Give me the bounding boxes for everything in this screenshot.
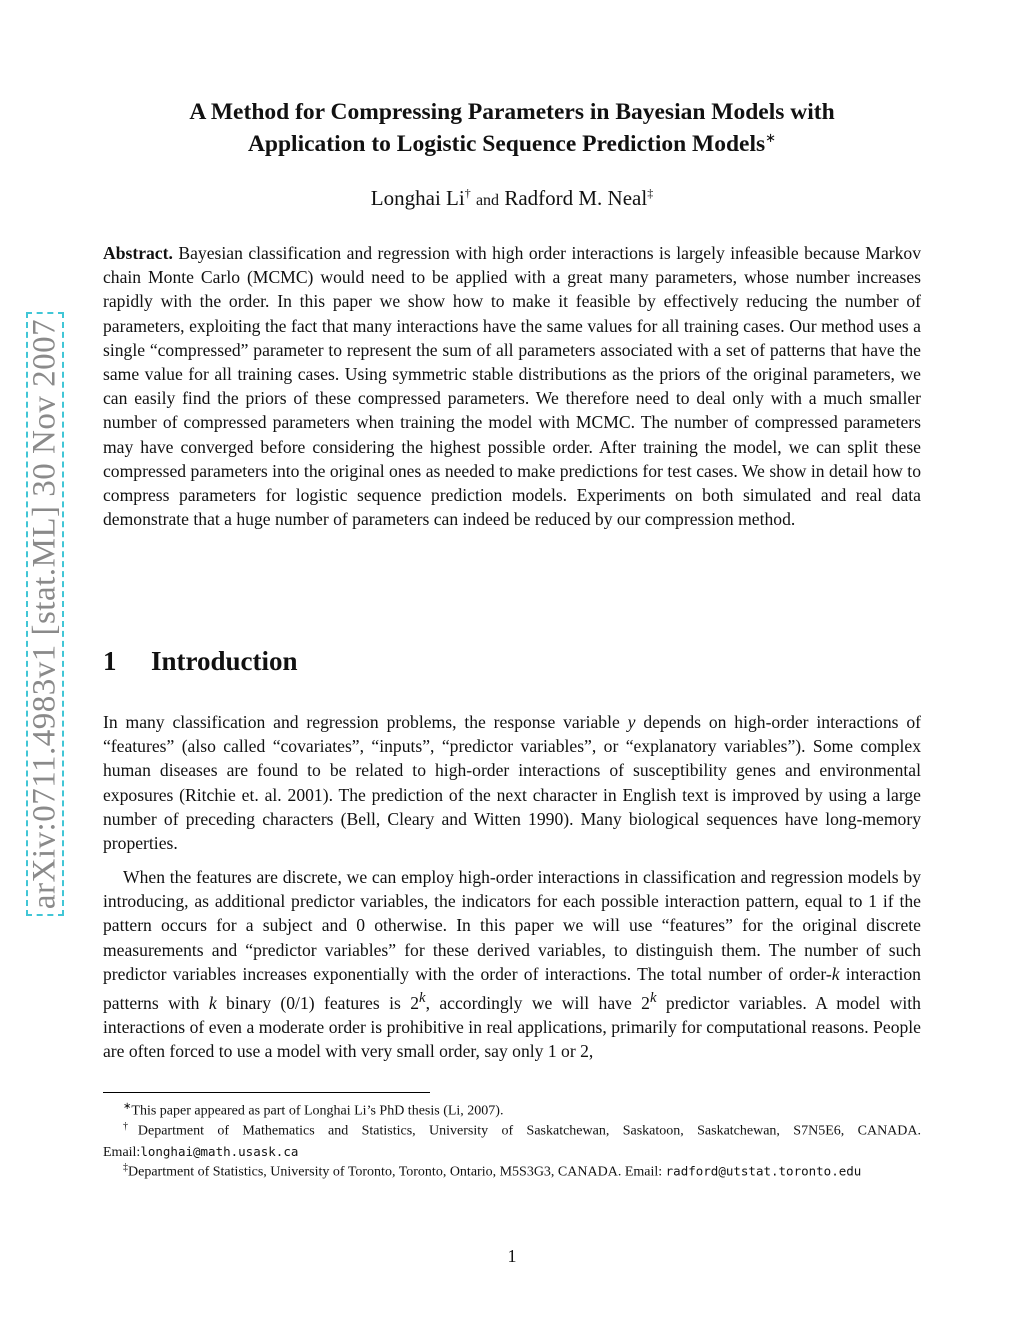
author-1: Longhai Li <box>370 186 465 210</box>
title-line-1: A Method for Compressing Parameters in Bayesian Models with <box>189 99 835 125</box>
page-number: 1 <box>507 1246 517 1266</box>
footnote-1: ∗This paper appeared as part of Longhai Li’s PhD thesis (Li, 2007). <box>123 1101 504 1119</box>
intro-paragraph-2: When the features are discrete, we can employ high-order interactions in classification and regression models by introducing, as additional predictor variables, the indicators for each possible interaction pattern, equal to 1 if the pattern occurs for a subject and 0 otherwise. In this paper we will use “features” for the original discrete measurements and “predictor variables” for these derived variables, to distinguish them. The number of such predictor variables increases exponentially with the order of interactions. The total number of order-k interaction patterns with k binary (0/1) features is 2$^k$, accordingly we will have 2$^k$ predictor variables. A model with interactions of even a moderate order is prohibitive in real applications, primarily for computational reasons. People are often forced to use a model with very small order, say only 1 or 2, <box>103 867 921 1062</box>
email-neal: radford@utstat.toronto.edu <box>665 1163 862 1179</box>
paper-title <box>100 100 924 157</box>
author-line <box>100 186 924 211</box>
author-conjunction: and <box>475 192 500 209</box>
title-line-2: Application to Logistic Sequence Prediction Models∗ <box>247 130 777 157</box>
arxiv-identifier: arXiv:0711.4983v1 [stat.ML] 30 Nov 2007 <box>26 318 63 910</box>
intro-paragraph-1: In many classification and regression problems, the response variable y depends on high-order interactions of “features” (also called “covariates”, “inputs”, “predictor variables”, or “explanatory variables”). Some complex human diseases are found to be related to high-order interactions of susceptibility genes and environmental exposures (Ritchie et. al. 2001). The prediction of the next character in English text is improved by using a large number of preceding characters (Bell, Cleary and Witten 1990). Many biological sequences have long-memory properties. <box>103 712 922 854</box>
author-2: Radford M. Neal <box>504 186 648 210</box>
footnote-rule <box>103 1092 430 1093</box>
arxiv-side-stamp <box>26 312 64 916</box>
section-title: Introduction <box>151 646 298 676</box>
footnote-2: †Department of Mathematics and Statistics, University of Saskatchewan, Saskatoon, Saskatchewan, S7N5E6, CANADA. Email:longhai@math.usask.ca <box>103 1121 922 1161</box>
var-y: y <box>627 712 636 732</box>
abstract-label: Abstract. <box>103 243 173 263</box>
author-2-mark: ‡ <box>647 186 654 200</box>
abstract <box>103 241 921 531</box>
abstract-text: Bayesian classification and regression with high order interactions is largely infeasible because Markov chain Monte Carlo (MCMC) would need to be applied with a great many parameters, whose number increases rapidly with the order. In this paper we show how to make it feasible by effectively reducing the number of parameters, exploiting the fact that many interactions have the same values for all training cases. Our method uses a single “compressed” parameter to represent the sum of all parameters associated with a set of patterns that have the same value for all training cases. Using symmetric stable distributions as the priors of the original parameters, we can easily find the priors of these compressed parameters. We therefore need to deal only with a much smaller number of compressed parameters when training the model with MCMC. The number of compressed parameters may have converged before considering the highest possible order. After training the model, we can split these compressed parameters into the original ones as needed to make predictions for test cases. We show in detail how to compress parameters for logistic sequence prediction models. Experiments on both simulated and real data demonstrate that a huge number of parameters can indeed be reduced by our compression method. <box>103 243 922 530</box>
footnote-3: ‡Department of Statistics, University of Toronto, Toronto, Ontario, M5S3G3, CANADA. Email: radford@utstat.toronto.edu <box>123 1162 862 1180</box>
author-1-mark: † <box>464 186 471 200</box>
section-number: 1 <box>103 646 117 676</box>
title-footnote-mark: ∗ <box>765 130 777 145</box>
section-heading <box>103 646 298 677</box>
email-li: longhai@math.usask.ca <box>140 1144 299 1160</box>
